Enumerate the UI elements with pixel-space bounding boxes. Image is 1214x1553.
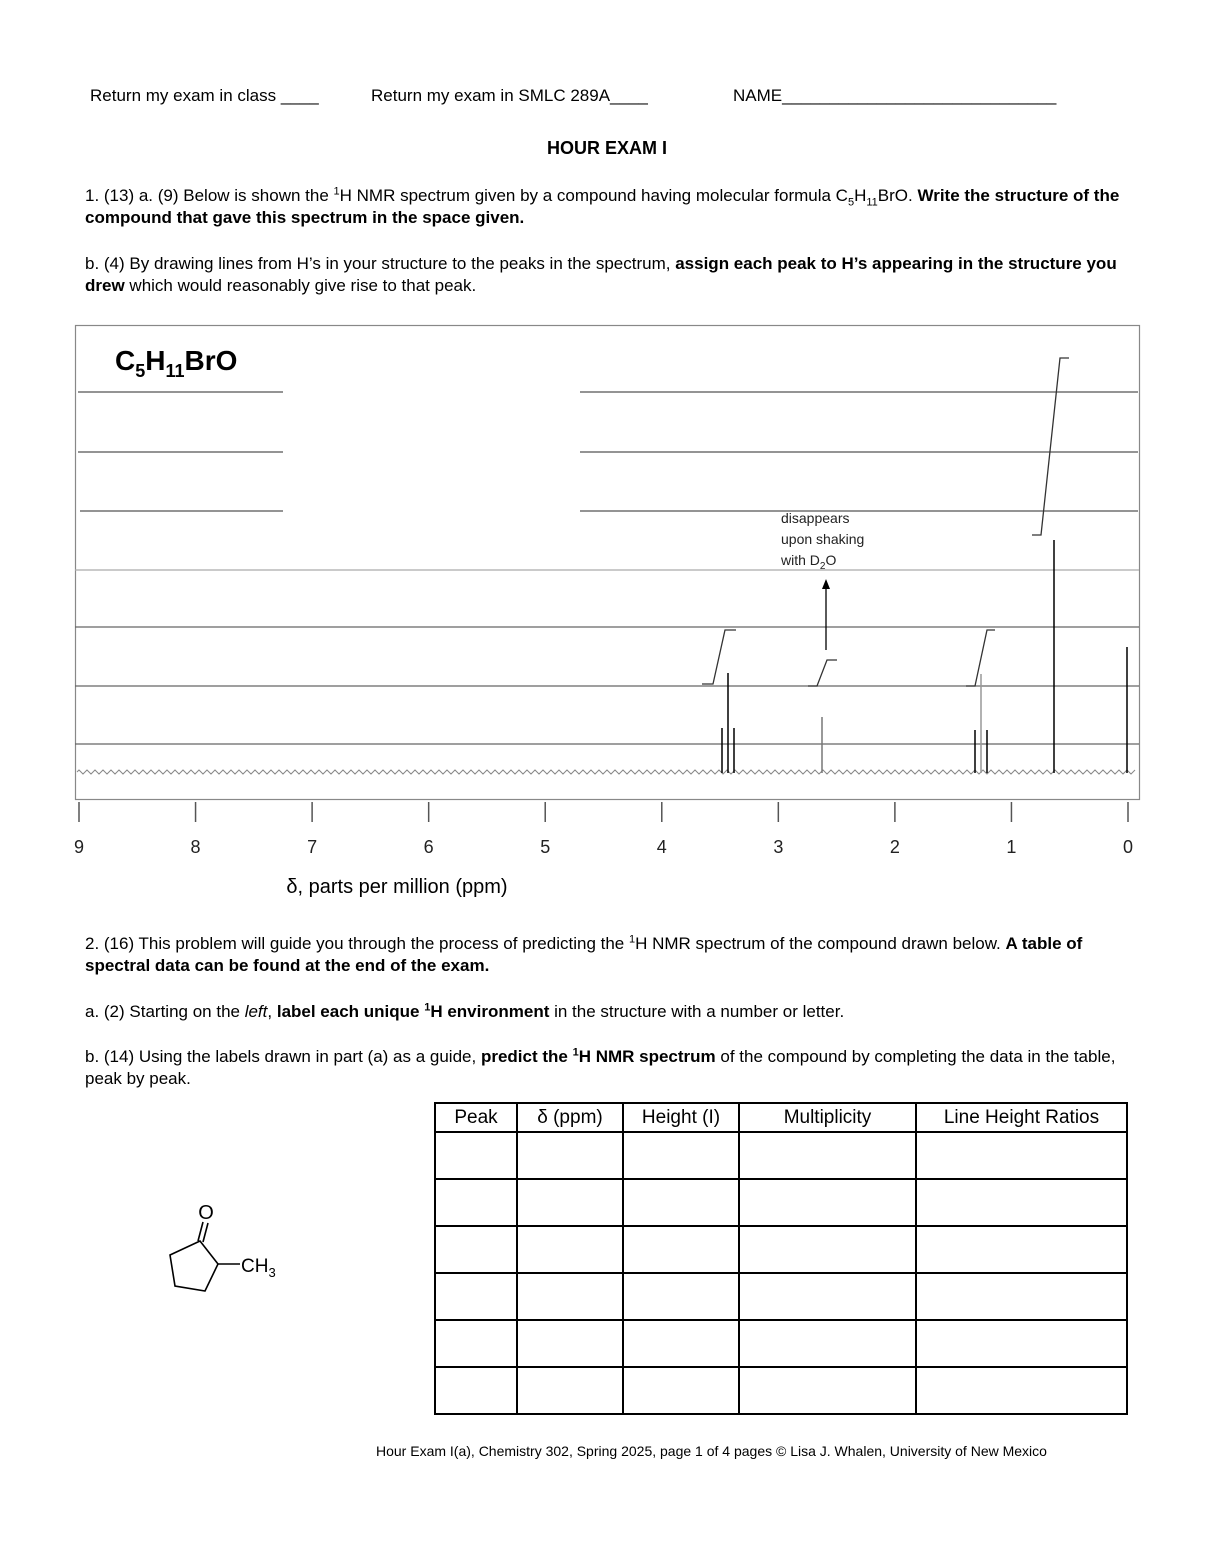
table-cell[interactable]	[517, 1273, 623, 1320]
header-multiplicity: Multiplicity	[739, 1103, 916, 1132]
q1-part-b: b. (4) By drawing lines from H’s in your structure to the peaks in the spectrum, assign each peak to H’s appearing in the structure you drew which would reasonably give rise to that peak.	[85, 254, 1117, 295]
table-row	[435, 1320, 1127, 1367]
table-cell[interactable]	[916, 1273, 1127, 1320]
tick-label-8: 8	[190, 837, 201, 857]
q2-part-a: a. (2) Starting on the left, label each unique $^1$H environment in the structure with a number or letter.	[85, 1001, 845, 1021]
table-cell[interactable]	[623, 1367, 739, 1414]
table-cell[interactable]	[739, 1273, 916, 1320]
table-cell[interactable]	[739, 1132, 916, 1179]
q2-part-b: b. (14) Using the labels drawn in part (a) as a guide, predict the $^1$H NMR spectrum of the compound by completing the data in the table, peak by peak.	[85, 1046, 1116, 1088]
table-cell[interactable]	[916, 1226, 1127, 1273]
table-cell[interactable]	[517, 1179, 623, 1226]
table-cell[interactable]	[435, 1367, 517, 1414]
tick-label-7: 7	[307, 837, 318, 857]
spectrum-formula: $C_5H_{11}BrO$	[115, 345, 238, 381]
spectrum-frame	[76, 326, 1140, 800]
svg-text:with D2O: with $D_2O$	[781, 552, 837, 572]
nmr-spectrum	[75, 325, 1141, 897]
table-cell[interactable]	[739, 1226, 916, 1273]
page-footer: Hour Exam I(a), Chemistry 302, Spring 2025, page 1 of 4 pages © Lisa J. Whalen, University of New Mexico	[376, 1443, 1047, 1459]
exam-title: HOUR EXAM I	[546, 138, 667, 158]
table-row	[435, 1132, 1127, 1179]
table-cell[interactable]	[517, 1226, 623, 1273]
table-cell[interactable]	[916, 1132, 1127, 1179]
table-header-row	[435, 1103, 1127, 1132]
table-cell[interactable]	[623, 1179, 739, 1226]
header-peak: Peak	[435, 1103, 517, 1132]
table-cell[interactable]	[739, 1179, 916, 1226]
molecule-2-methylcyclopentanone	[150, 1195, 300, 1305]
table-row	[435, 1179, 1127, 1226]
x-axis-label: δ, parts per million (ppm)	[286, 876, 508, 898]
x-axis-tick-labels	[74, 837, 1133, 857]
table-cell[interactable]	[739, 1367, 916, 1414]
table-cell[interactable]	[435, 1179, 517, 1226]
table-cell[interactable]	[916, 1320, 1127, 1367]
header-line-height-ratios: Line Height Ratios	[916, 1103, 1127, 1132]
table-cell[interactable]	[517, 1367, 623, 1414]
header-shift: δ (ppm)	[517, 1103, 623, 1132]
tick-label-6: 6	[423, 837, 434, 857]
table-cell[interactable]	[623, 1132, 739, 1179]
table-cell[interactable]	[623, 1273, 739, 1320]
return-in-class-field[interactable]: Return my exam in class ____	[90, 86, 319, 105]
name-field[interactable]: NAME_____________________________	[733, 86, 1057, 105]
tick-label-2: 2	[889, 837, 900, 857]
table-cell[interactable]	[623, 1320, 739, 1367]
spectrum-prediction-table	[434, 1102, 1128, 1415]
oxygen-atom: O	[198, 1202, 214, 1224]
table-cell[interactable]	[435, 1273, 517, 1320]
tick-label-5: 5	[540, 837, 551, 857]
x-axis-ticks	[79, 802, 1128, 822]
q2-intro: 2. (16) This problem will guide you through the process of predicting the $^1$H NMR spectrum of the compound drawn below. A table of spectral data can be found at the end of the exam.	[85, 933, 1083, 975]
table-cell[interactable]	[517, 1132, 623, 1179]
svg-text:disappears: disappears	[781, 510, 850, 526]
return-in-smlc-field[interactable]: Return my exam in SMLC 289A____	[371, 86, 648, 105]
tick-label-0: 0	[1122, 837, 1134, 857]
table-cell[interactable]	[517, 1320, 623, 1367]
tick-label-1: 1	[1006, 837, 1017, 857]
table-cell[interactable]	[916, 1367, 1127, 1414]
cyclopentane-ring	[170, 1241, 218, 1291]
table-cell[interactable]	[916, 1179, 1127, 1226]
tick-label-3: 3	[773, 837, 784, 857]
table-row	[435, 1226, 1127, 1273]
methyl-group: $CH_3$	[241, 1256, 276, 1280]
q1-part-a: 1. (13) a. (9) Below is shown the $^1$H NMR spectrum given by a compound having molecular formula $C_5H_{11}BrO$. Write the structure of the compound that gave this spectrum in the space given.	[85, 185, 1120, 227]
tick-label-4: 4	[656, 837, 667, 857]
table-cell[interactable]	[435, 1226, 517, 1273]
svg-text:upon shaking: upon shaking	[781, 531, 865, 547]
table-row	[435, 1367, 1127, 1414]
header-height: Height (I)	[623, 1103, 739, 1132]
table-row	[435, 1273, 1127, 1320]
table-cell[interactable]	[435, 1132, 517, 1179]
table-cell[interactable]	[623, 1226, 739, 1273]
table-cell[interactable]	[435, 1320, 517, 1367]
table-cell[interactable]	[739, 1320, 916, 1367]
tick-label-9: 9	[73, 837, 85, 857]
